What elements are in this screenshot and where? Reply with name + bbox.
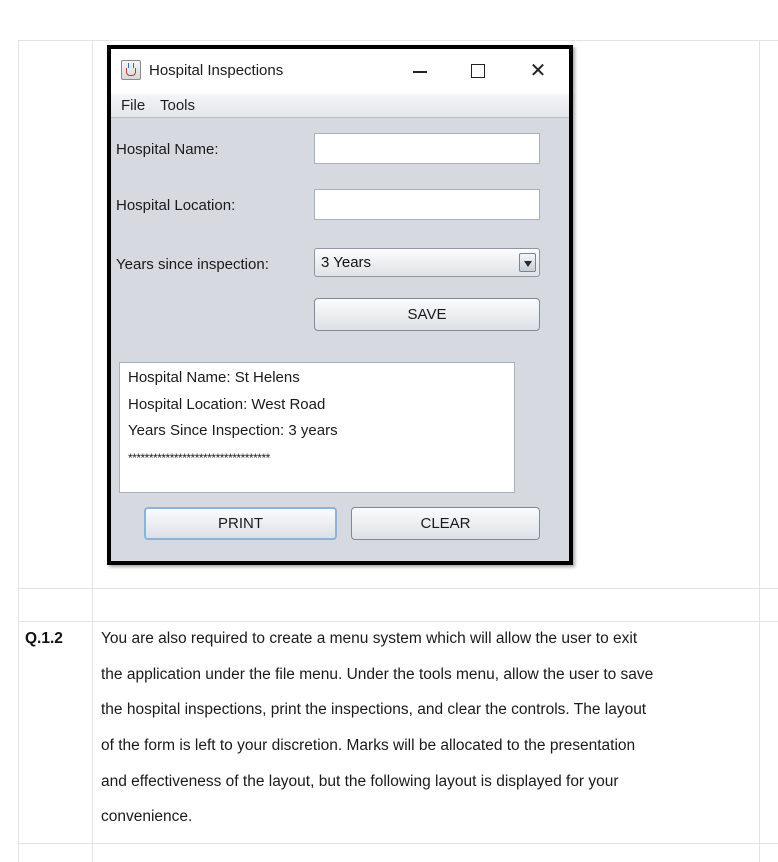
minimize-icon [413, 71, 427, 73]
table-row-divider [18, 843, 778, 844]
title-bar[interactable] [111, 49, 569, 94]
output-line: Years Since Inspection: 3 years [128, 422, 338, 439]
java-cup-icon [121, 60, 141, 80]
years-since-inspection-label: Years since inspection: [116, 256, 269, 273]
table-column-divider [92, 40, 93, 862]
question-paragraph [101, 626, 761, 840]
hospital-name-input[interactable] [314, 133, 540, 164]
table-top-border [18, 40, 778, 41]
print-button[interactable]: PRINT [144, 507, 337, 540]
save-button[interactable]: SAVE [314, 298, 540, 331]
maximize-icon [471, 64, 485, 78]
menu-bar [111, 94, 569, 118]
paragraph-line: convenience. [101, 808, 193, 826]
maximize-button[interactable] [455, 53, 501, 89]
output-separator: ********************************** [128, 450, 270, 465]
inspection-output-area[interactable] [119, 362, 515, 493]
table-left-border [18, 40, 19, 862]
paragraph-line: the application under the file menu. Under the tools menu, allow the user to save [101, 665, 654, 683]
hospital-inspections-window [107, 45, 573, 565]
hospital-name-label: Hospital Name: [116, 141, 219, 158]
years-since-inspection-select[interactable] [314, 248, 540, 277]
paragraph-line: of the form is left to your discretion. Marks will be allocated to the presentation [101, 737, 636, 755]
hospital-location-input[interactable] [314, 189, 540, 220]
table-row-divider [18, 621, 778, 622]
minimize-button[interactable] [397, 53, 443, 89]
output-line: Hospital Location: West Road [128, 395, 326, 413]
paragraph-line: You are also required to create a menu system which will allow the user to exit [101, 630, 638, 647]
dropdown-arrow-icon[interactable] [519, 253, 536, 272]
paragraph-line: the hospital inspections, print the inspections, and clear the controls. The layout [101, 701, 647, 719]
question-number: Q.1.2 [25, 630, 63, 647]
hospital-location-label: Hospital Location: [116, 197, 236, 214]
output-line: Hospital Name: St Helens [128, 369, 300, 386]
close-button[interactable] [515, 53, 561, 89]
close-icon: ✕ [529, 60, 547, 82]
menu-file[interactable]: File [121, 97, 146, 114]
years-selected-value: 3 Years [321, 254, 372, 271]
table-row-divider [18, 588, 778, 589]
menu-tools[interactable]: Tools [160, 97, 196, 114]
clear-button[interactable]: CLEAR [351, 507, 540, 540]
paragraph-line: and effectiveness of the layout, but the following layout is displayed for your [101, 772, 619, 790]
window-title: Hospital Inspections [149, 62, 284, 79]
